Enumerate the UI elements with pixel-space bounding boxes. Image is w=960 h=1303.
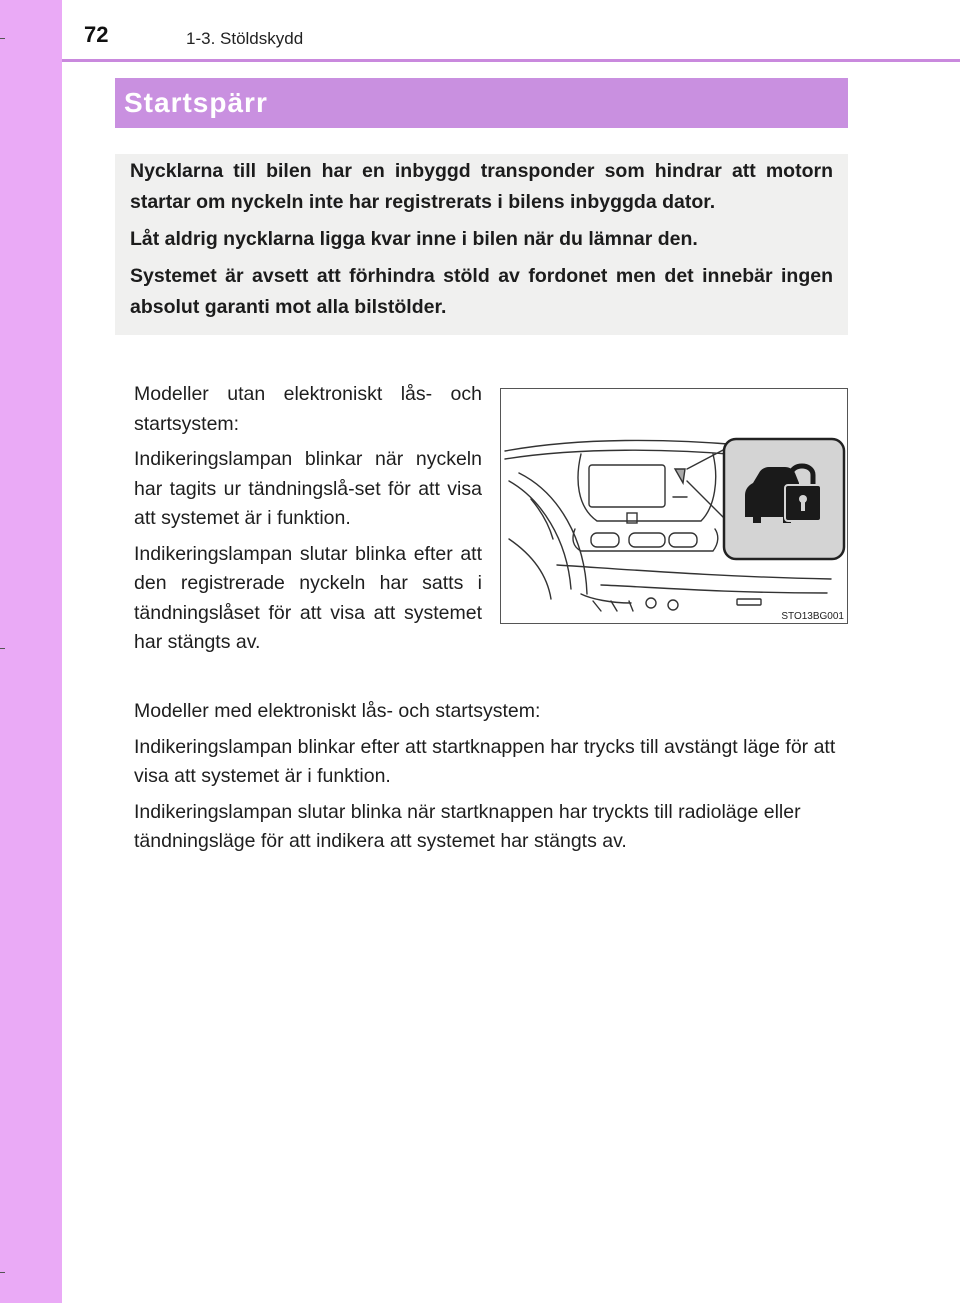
header-rule <box>62 59 960 62</box>
body-paragraph: Indikeringslampan slutar blinka när startknappen har tryckts till radioläge eller tändningsläge för att indikera att systemet har stängts av. <box>134 800 801 852</box>
intro-paragraph: Nycklarna till bilen har en inbyggd transponder som hindrar att motorn startar om nyckeln inte har registrerats i bilens inbyggda dator. <box>130 160 833 213</box>
intro-box <box>115 154 848 335</box>
body-paragraph: Modeller med elektroniskt lås- och startsystem: <box>134 700 541 722</box>
intro-paragraph: Systemet är avsett att förhindra stöld av fordonet men det innebär ingen absolut garanti mot alla bilstölder. <box>130 265 833 318</box>
body-paragraph: Indikeringslampan blinkar efter att startknappen har trycks till avstängt läge för att visa att systemet är i funktion. <box>134 735 836 787</box>
side-margin-band <box>0 0 62 1303</box>
body-text-column <box>134 380 482 664</box>
page-title: Startspärr <box>124 87 268 118</box>
crop-mark <box>0 648 5 649</box>
title-bar <box>115 78 848 128</box>
intro-paragraph: Låt aldrig nycklarna ligga kvar inne i bilen när du lämnar den. <box>130 228 698 250</box>
dashboard-drawing <box>501 389 847 623</box>
body-text-full <box>134 697 846 863</box>
crop-mark <box>0 1272 5 1273</box>
body-paragraph: Indikeringslampan blinkar när nyckeln har tagits ur tändningslå-set för att visa att systemet är i funktion. <box>134 448 482 529</box>
body-paragraph: Indikeringslampan slutar blinka efter att den registrerade nyckeln har satts i tändningslåset för att visa att systemet har stängts av. <box>134 542 482 653</box>
figure-code: STO13BG001 <box>781 611 844 622</box>
crop-mark <box>0 38 5 39</box>
section-label: 1-3. Stöldskydd <box>186 29 304 48</box>
page-number: 72 <box>84 22 109 47</box>
dashboard-illustration <box>500 388 848 624</box>
body-paragraph: Modeller utan elektroniskt lås- och startsystem: <box>134 383 482 435</box>
